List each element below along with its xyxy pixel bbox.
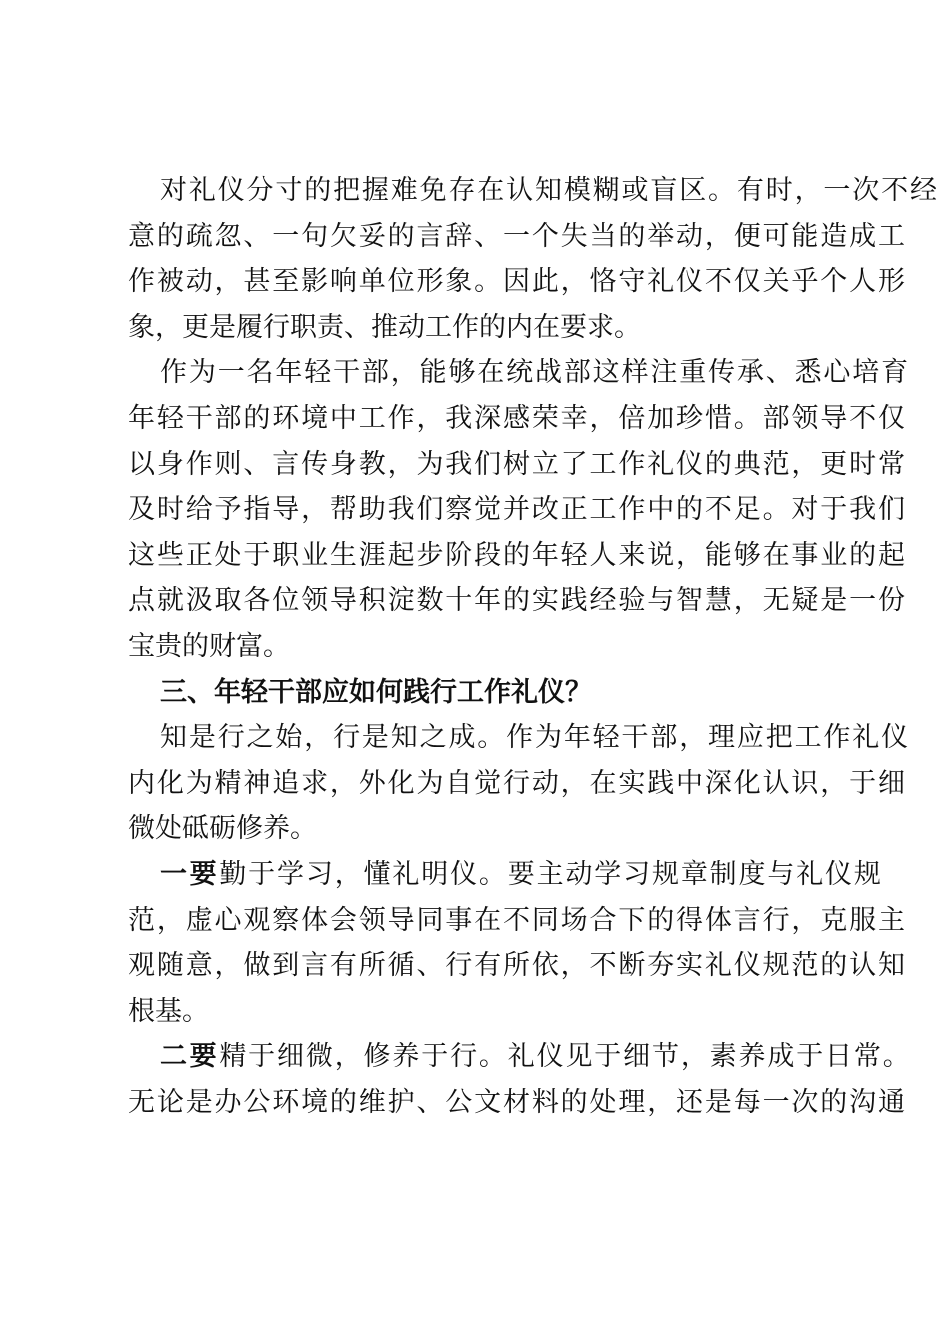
- text-line: [128, 898, 905, 944]
- text-line: [128, 943, 905, 989]
- text-line: [128, 989, 832, 1035]
- line-text: 根基。: [128, 995, 209, 1027]
- line-text: 意 的 疏 忽 、 一 句 欠 妥 的 言 辞 、 一 个 失 当 的 举 动 ， 便 可 能 造 成 工: [128, 220, 905, 252]
- line-text: 以 身 作 则 、 言 传 身 教 ， 为 我 们 树 立 了 工 作 礼 仪 的 典 范 ， 更 时 常: [128, 448, 905, 480]
- text-line: [128, 670, 832, 716]
- text-line: [128, 533, 905, 579]
- line-text: 象，更是履行职责、推动工作的内在要求。: [128, 311, 641, 343]
- paragraph: [128, 852, 905, 1034]
- text-line: [128, 168, 937, 214]
- text-line: [128, 350, 909, 396]
- text-line: [128, 396, 905, 442]
- line-text: 年 轻 干 部 的 环 境 中 工 作 ， 我 深 感 荣 幸 ， 倍 加 珍 惜 。 部 领 导 不 仅: [128, 402, 905, 434]
- line-text: 作 为 一 名 年 轻 干 部 ， 能 够 在 统 战 部 这 样 注 重 传 承 、 悉 心 培 育: [160, 357, 909, 389]
- paragraph: [128, 168, 937, 350]
- text-line: [128, 259, 905, 305]
- line-text: 微处砥砺修养。: [128, 813, 317, 845]
- line-text: 勤 于 学 习 ， 懂 礼 明 仪 。 要 主 动 学 习 规 章 制 度 与 礼 仪 规: [219, 858, 881, 890]
- text-line: [128, 852, 881, 898]
- paragraph: [128, 350, 909, 669]
- section-heading: [128, 670, 832, 716]
- bold-lead: 一 要: [160, 858, 217, 890]
- text-line: [128, 761, 905, 807]
- text-line: [128, 715, 909, 761]
- line-text: 对 礼 仪 分 寸 的 把 握 难 免 存 在 认 知 模 糊 或 盲 区 。 有 时 ， 一 次 不 经: [160, 175, 937, 206]
- line-text: 知 是 行 之 始 ， 行 是 知 之 成 。 作 为 年 轻 干 部 ， 理 应 把 工 作 礼 仪: [160, 722, 909, 754]
- paragraph: [128, 1034, 910, 1125]
- line-text: 内 化 为 精 神 追 求 ， 外 化 为 自 觉 行 动 ， 在 实 践 中 深 化 认 识 ， 于 细: [128, 767, 905, 799]
- line-text: 观 随 意 ， 做 到 言 有 所 循 、 行 有 所 依 ， 不 断 夯 实 礼 仪 规 范 的 认 知: [128, 950, 905, 982]
- text-line: [128, 487, 905, 533]
- document-page: [128, 168, 937, 1125]
- text-line: [128, 806, 832, 852]
- text-line: [128, 442, 905, 488]
- line-text: 范 ， 虚 心 观 察 体 会 领 导 同 事 在 不 同 场 合 下 的 得 体 言 行 ， 克 服 主: [128, 904, 905, 936]
- line-text: 这 些 正 处 于 职 业 生 涯 起 步 阶 段 的 年 轻 人 来 说 ， 能 够 在 事 业 的 起: [128, 539, 905, 571]
- line-text: 精 于 细 微 ， 修 养 于 行 。 礼 仪 见 于 细 节 ， 素 养 成 于 日 常 。: [219, 1041, 910, 1073]
- text-line: [128, 305, 832, 351]
- text-line: [128, 624, 832, 670]
- text-line: [128, 578, 905, 624]
- line-text: 点 就 汲 取 各 位 领 导 积 淀 数 十 年 的 实 践 经 验 与 智 慧 ， 无 疑 是 一 份: [128, 585, 905, 617]
- line-text: 三、年轻干部应如何践行工作礼仪？: [160, 676, 592, 708]
- line-text: 宝贵的财富。: [128, 630, 290, 662]
- text-line: [128, 214, 905, 260]
- paragraph: [128, 715, 909, 852]
- line-text: 无 论 是 办 公 环 境 的 维 护 、 公 文 材 料 的 处 理 ， 还 是 每 一 次 的 沟 通: [128, 1086, 905, 1118]
- text-line: [128, 1034, 910, 1080]
- bold-lead: 二 要: [160, 1041, 217, 1073]
- line-text: 及 时 给 予 指 导 ， 帮 助 我 们 察 觉 并 改 正 工 作 中 的 不 足 。 对 于 我 们: [128, 494, 905, 526]
- line-text: 作 被 动 ， 甚 至 影 响 单 位 形 象 。 因 此 ， 恪 守 礼 仪 不 仅 关 乎 个 人 形: [128, 266, 905, 298]
- text-line: [128, 1080, 905, 1126]
